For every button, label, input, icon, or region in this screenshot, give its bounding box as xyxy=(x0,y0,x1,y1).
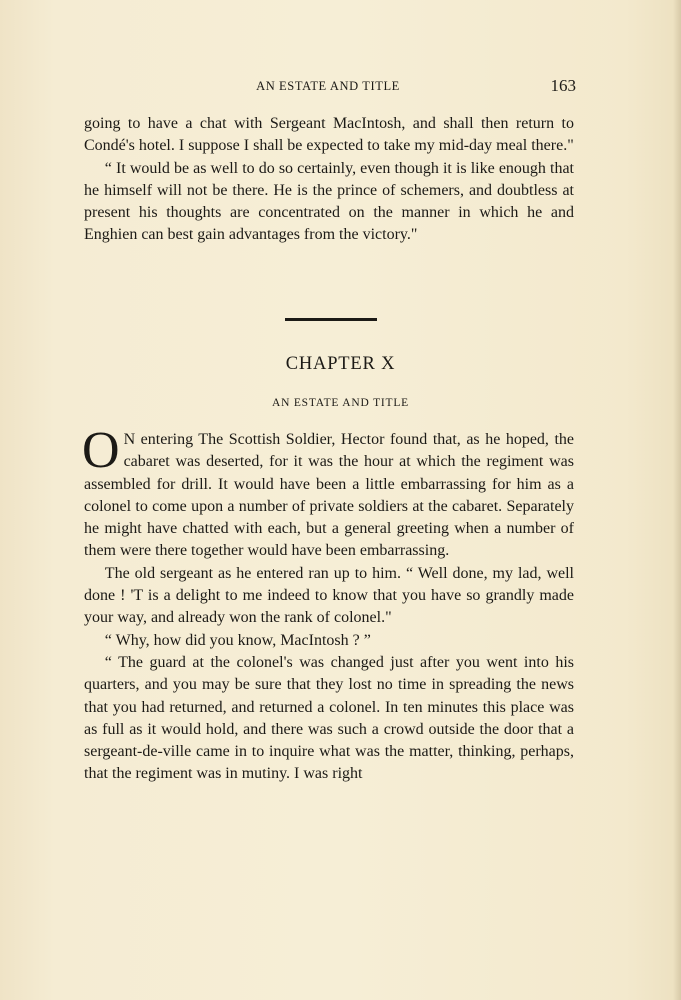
opening-text xyxy=(84,113,574,247)
chapter-text xyxy=(82,422,574,786)
running-title: AN ESTATE AND TITLE xyxy=(256,79,400,93)
page-edge-shadow xyxy=(673,0,681,1000)
chapter-subtitle: AN ESTATE AND TITLE xyxy=(271,397,410,409)
paragraph: “ The guard at the colonel's was changed just after you went into his quarters, and you may be sure that they lost no time in spreading the news that you had returned, and returned a colonel. In ten minutes this place was as full as it would hold, and there was such a crowd outside the door that a sergeant-de-ville came in to inquire what was the matter, thinking, perhaps, that the regiment was in mutiny. I was right xyxy=(84,653,574,783)
page-number: 163 xyxy=(550,76,576,95)
running-head xyxy=(80,78,576,98)
paragraph: The old sergeant as he entered ran up to him. “ Well done, my lad, well done ! 'T is a delight to me indeed to know that you have so grandly made your way, and already won the rank of colonel." xyxy=(84,564,574,627)
paragraph xyxy=(82,422,574,563)
paragraph: “ Why, how did you know, MacIntosh ? ” xyxy=(104,631,371,649)
drop-cap: O xyxy=(82,422,120,479)
paragraph: going to have a chat with Sergeant MacIntosh, and shall then return to Condé's hotel. I suppose I shall be expected to take my mid-day meal there." xyxy=(84,115,574,155)
section-divider xyxy=(285,318,377,321)
paragraph-text: N entering The Scottish Soldier, Hector found that, as he hoped, the cabaret was deserted, for it was the hour at which the regiment was assembled for drill. It would have been a little embarrassing for him as a colonel to come upon a number of private soldiers at the cabaret. Separately he might have chatted with each, but a general greeting when a number of them were there together would have been embarrassing. xyxy=(84,431,574,560)
chapter-title: CHAPTER X xyxy=(285,354,396,374)
paragraph: “ It would be as well to do so certainly, even though it is like enough that he himself will not be there. He is the prince of schemers, and doubtless at present his thoughts are concentrated on the manner in which he and Enghien can best gain advantages from the victory." xyxy=(84,159,574,244)
